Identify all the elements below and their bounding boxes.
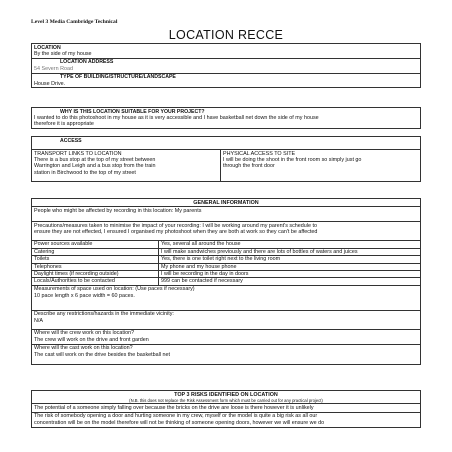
table-row bbox=[32, 264, 420, 271]
why-block bbox=[31, 107, 421, 129]
restrictions-line-2: N/A bbox=[34, 317, 43, 324]
address-value: 54 Severn Road bbox=[34, 65, 73, 72]
space-row bbox=[32, 286, 420, 311]
address-label: LOCATION ADDRESS bbox=[60, 59, 114, 66]
general-label: GENERAL INFORMATION bbox=[32, 199, 420, 207]
row-value: I will make sandwiches previously and there are lots of bottles of waters and juices bbox=[161, 248, 358, 255]
transport-line-2: Warrington and Leigh and a bus stop from the train bbox=[34, 163, 156, 170]
access-block bbox=[31, 136, 421, 182]
crew-line-2: The crew will work on the drive and front garden bbox=[34, 336, 149, 343]
physical-label: PHYSICAL ACCESS TO SITE bbox=[223, 150, 296, 157]
course-header: Level 3 Media Cambridge Technical bbox=[31, 19, 118, 25]
general-block bbox=[31, 198, 421, 365]
why-label: WHY IS THIS LOCATION SUITABLE FOR YOUR PROJECT? bbox=[60, 108, 205, 115]
table-row bbox=[32, 256, 420, 263]
precautions-line-2: ensure they are not effected, I ensured I organised my photoshoot when they are both at work so they can't be affected bbox=[34, 229, 318, 236]
cast-line-2: The cast will work on the drive besides the basketball net bbox=[34, 351, 171, 358]
physical-cell bbox=[221, 150, 420, 181]
risks-block bbox=[31, 390, 421, 428]
row-label: Power sources available bbox=[32, 241, 159, 247]
row-label: Toilets bbox=[32, 256, 159, 262]
space-line-2: 10 pace length x 6 pace width = 60 paces. bbox=[34, 292, 135, 299]
risk-2-cont: concentration will be on the model therefore will not be thinking of someone opening doors, however we will ensure we do bbox=[34, 419, 325, 426]
transport-label: TRANSPORT LINKS TO LOCATION bbox=[34, 150, 122, 157]
location-row bbox=[32, 44, 420, 59]
facilities-table bbox=[32, 241, 420, 285]
type-value: House Drive. bbox=[34, 80, 66, 87]
transport-line-1: There is a bus stop at the top of my street between bbox=[34, 156, 156, 163]
row-value: Yes, there is one toilet right next to the living room bbox=[161, 256, 281, 263]
location-value: By the side of my house bbox=[34, 50, 92, 57]
transport-cell bbox=[32, 150, 221, 181]
table-row bbox=[32, 241, 420, 248]
physical-line-2: through the front door bbox=[223, 163, 275, 170]
type-row bbox=[32, 74, 420, 88]
risks-note: (N.B. this does not replace the Risk Assessment form which must be carried out for any practical project) bbox=[129, 397, 323, 403]
page-title: LOCATION RECCE bbox=[168, 28, 284, 42]
precautions-line-1: Precautions/measures taken to minimise the impact of your recording: I will be working around my parent's schedule to bbox=[34, 222, 317, 229]
row-label: Telephones bbox=[32, 264, 159, 270]
row-value: My phone and my house phone bbox=[161, 263, 237, 270]
location-label: LOCATION bbox=[34, 44, 61, 51]
precautions-row bbox=[32, 222, 420, 241]
why-line-1: I wanted to do this photoshoot in my house as it is very accessible and I have basketball net down the side of my house bbox=[34, 114, 319, 121]
crew-line-1: Where will the crew work on this location? bbox=[34, 330, 135, 337]
risk-2: The risk of somebody opening a door and hurting someone in my crew, myself or the model is quite a big risk as all our bbox=[34, 413, 318, 420]
row-label: Daylight times (if recording outside) bbox=[32, 271, 159, 277]
row-value: Yes, several all around the house bbox=[161, 241, 241, 248]
cast-line-1: Where will the cast work on this location? bbox=[34, 345, 133, 352]
physical-line-1: I will be doing the shoot in the front room so simply just go bbox=[223, 156, 362, 163]
table-row bbox=[32, 278, 420, 284]
restrictions-row bbox=[32, 311, 420, 330]
type-label: TYPE OF BUILDING/STRUCTURE/LANDSCAPE bbox=[60, 74, 176, 81]
location-block bbox=[31, 43, 421, 88]
restrictions-line-1: Describe any restrictions/hazards in the immediate vicinity: bbox=[34, 311, 174, 318]
crew-row bbox=[32, 330, 420, 345]
affected-row: People who might be affected by recording in this location: My parents bbox=[32, 207, 420, 222]
row-value: I will be recording in the day in doors bbox=[161, 271, 249, 278]
why-line-2: therefore it is appropriate bbox=[34, 121, 94, 128]
row-label: Locals/Authorities to be contacted bbox=[32, 278, 159, 284]
table-row bbox=[32, 249, 420, 256]
row-label: Catering bbox=[32, 249, 159, 255]
space-line-1: Measurements of space used on location: (Use paces if necessary) bbox=[34, 286, 195, 293]
risks-label: TOP 3 RISKS IDENTIFIED ON LOCATION bbox=[174, 391, 278, 398]
access-label: ACCESS bbox=[60, 137, 82, 144]
cast-row bbox=[32, 345, 420, 364]
transport-line-3: station in Birchwood to the top of my street bbox=[34, 169, 136, 176]
table-row bbox=[32, 271, 420, 278]
address-row bbox=[32, 59, 420, 74]
row-value: 999 can be contacted if necessary bbox=[161, 278, 243, 285]
risk-1: The potential of a someone simply falling over because the bricks on the drive are loose is there however it is unlikely bbox=[32, 404, 420, 412]
